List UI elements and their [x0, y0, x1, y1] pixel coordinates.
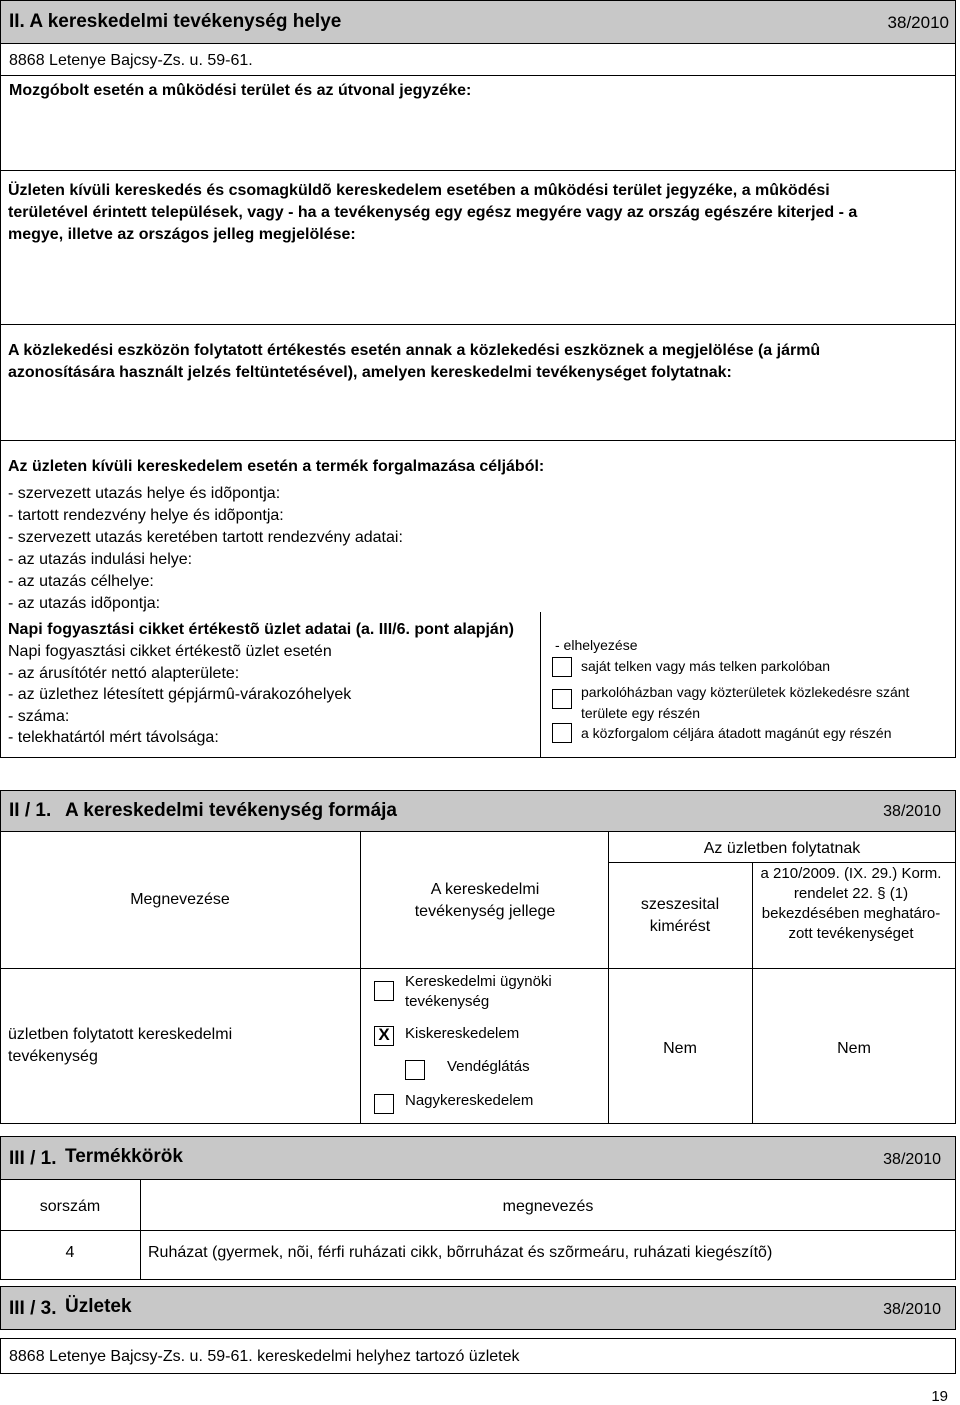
address-box: [0, 44, 956, 76]
row-name: üzletben folytatott kereskedelmi tevékenység: [8, 1026, 233, 1065]
placement-checkbox[interactable]: [552, 723, 572, 743]
col-number-header: sorszám: [39, 1198, 101, 1215]
outside-store-label: Üzleten kívüli kereskedés és csomagküldõ kereskedelem esetében a mûködési terület jegyzéke, a mûködési területével érintett települések, vagy - ha a tevékenység egy egész megyére vagy az ország egészére kiterjed - a megye, illetve az országos jelleg megjelölése:: [8, 182, 858, 243]
col-name-header: Megnevezése: [130, 891, 230, 908]
activity-checkbox[interactable]: X: [374, 1026, 394, 1046]
col-character-header: A kereskedelmi tevékenység jellege: [414, 881, 556, 920]
activity-checkbox[interactable]: [374, 1094, 394, 1114]
shops-text: 8868 Letenye Bajcsy-Zs. u. 59-61. kereskedelmi helyhez tartozó üzletek: [9, 1348, 520, 1365]
outside-trade-item: - szervezett utazás keretében tartott rendezvény adatai:: [8, 529, 403, 546]
decree-value: Nem: [837, 1040, 871, 1057]
section-iii1-code: 38/2010: [883, 1151, 941, 1168]
col-product-header: megnevezés: [502, 1198, 594, 1215]
outside-trade-item: - tartott rendezvény helye és idõpontja:: [8, 507, 284, 524]
alcohol-value: Nem: [663, 1040, 697, 1057]
outside-trade-item: - az utazás indulási helye:: [8, 551, 193, 568]
activity-option-label: Kereskedelmi ügynöki tevékenység: [405, 973, 552, 1010]
section-ii-code: 38/2010: [887, 13, 949, 32]
col-alcohol-header: szeszesital kimérést: [640, 896, 720, 935]
placement-checkbox[interactable]: [552, 657, 572, 677]
daily-goods-heading: Napi fogyasztási cikket értékestõ üzlet adatai (a. III/6. pont alapján): [8, 621, 514, 638]
daily-goods-item: - az árusítótér nettó alapterülete:: [8, 665, 240, 682]
section-iii1-title: Termékkörök: [65, 1146, 183, 1167]
outside-trade-item: - az utazás célhelye:: [8, 573, 154, 590]
placement-label: - elhelyezése: [555, 637, 638, 653]
section-iii1-header: [0, 1136, 956, 1180]
section-ii1-title: A kereskedelmi tevékenység formája: [65, 800, 397, 821]
placement-option: parkolóházban vagy közterületek közlekedésre szánt területe egy részén: [581, 684, 910, 721]
page-number: 19: [931, 1388, 948, 1405]
activity-option-label: Kiskereskedelem: [405, 1025, 520, 1042]
address-text: 8868 Letenye Bajcsy-Zs. u. 59-61.: [9, 52, 253, 69]
activity-checkbox[interactable]: [405, 1060, 425, 1080]
activity-option-label: Nagykereskedelem: [405, 1092, 534, 1109]
section-ii-title: II. A kereskedelmi tevékenység helye: [9, 11, 342, 32]
outside-trade-item: - az utazás idõpontja:: [8, 595, 161, 612]
section-iii3-title: Üzletek: [65, 1296, 132, 1317]
mobile-store-label: Mozgóbolt esetén a mûködési terület és az útvonal jegyzéke:: [9, 82, 472, 99]
section-ii1-code: 38/2010: [883, 803, 941, 820]
col-decree-header: a 210/2009. (IX. 29.) Korm. rendelet 22. § (1) bekezdésében meghatáro- zott tevékenységet: [760, 865, 942, 942]
col-group-header: Az üzletben folytatnak: [703, 840, 861, 857]
daily-goods-item: - telekhatártól mért távolsága:: [8, 729, 219, 746]
section-iii1-number: III / 1.: [9, 1148, 57, 1169]
vehicle-label: A közlekedési eszközön folytatott értékestés esetén annak a közlekedési eszköznek a megjelölése (a jármû azonosítására használt jelzés feltüntetésével), amelyen kereskedelmi tevékenységet folytatnak:: [8, 342, 821, 381]
section-ii1-header: [0, 790, 956, 832]
outside-trade-item: - szervezett utazás helye és idõpontja:: [8, 485, 281, 502]
daily-goods-item: - száma:: [8, 708, 70, 725]
section-iii3-code: 38/2010: [883, 1301, 941, 1318]
placement-option: a közforgalom céljára átadott magánút egy részén: [581, 725, 892, 741]
activity-option-label: Vendéglátás: [447, 1058, 530, 1075]
product-number: 4: [65, 1244, 75, 1261]
section-iii3-header: [0, 1286, 956, 1330]
section-ii-header: [0, 0, 956, 44]
section-iii3-number: III / 3.: [9, 1298, 57, 1319]
product-name: Ruházat (gyermek, nõi, férfi ruházati cikk, bõrruházat és szõrmeáru, ruházati kiegészítõ): [148, 1244, 773, 1261]
daily-goods-item: Napi fogyasztási cikket értékestõ üzlet esetén: [8, 643, 332, 660]
activity-checkbox[interactable]: [374, 981, 394, 1001]
shops-box: [0, 1338, 956, 1374]
outside-trade-heading: Az üzleten kívüli kereskedelem esetén a termék forgalmazása céljából:: [8, 458, 545, 475]
daily-goods-item: - az üzlethez létesített gépjármû-várakozóhelyek: [8, 686, 352, 703]
placement-checkbox[interactable]: [552, 689, 572, 709]
placement-option: saját telken vagy más telken parkolóban: [581, 658, 831, 674]
section-ii1-number: II / 1.: [9, 800, 52, 821]
